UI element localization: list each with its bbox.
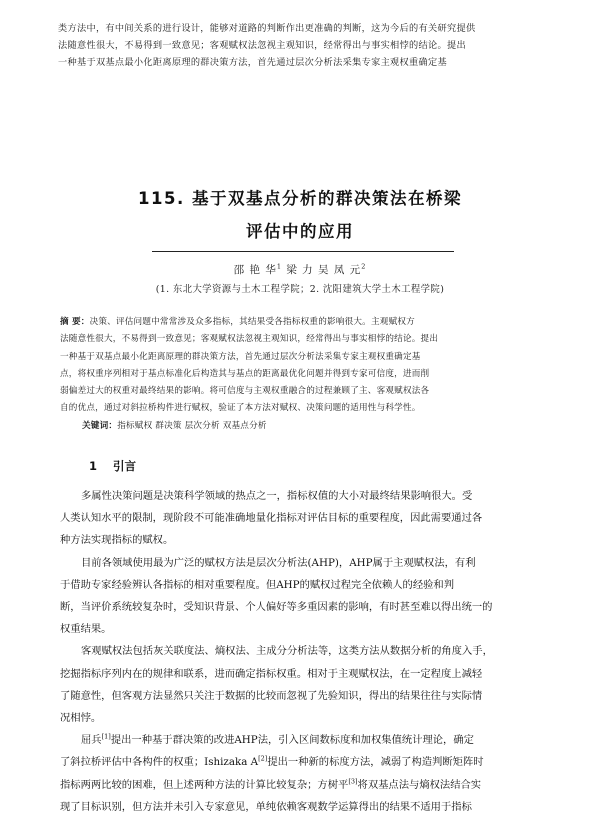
paragraph-line: 挖掘指标序列内在的规律和联系，进而确定指标权重。相对于主观赋权法，在一定程度上减轻: [60, 667, 483, 680]
paragraph-line: 了随意性，但客观方法显然只关注于数据的比较而忽视了先验知识，得出的结果往往与实际情: [60, 689, 483, 702]
paragraph-line: 客观赋权法包括灰关联度法、熵权法、主成分分析法等，这类方法从数据分析的角度入手，: [81, 645, 493, 658]
keywords: [60, 418, 546, 435]
keywords-label: 关键词：: [82, 420, 118, 431]
section-title: 引言: [113, 459, 137, 473]
paper-title-line2: 评估中的应用: [246, 222, 354, 241]
paragraph-line: 权重结果。: [60, 623, 112, 636]
abstract-label: 摘 要：: [60, 317, 90, 327]
paragraph-line: 断，当评价系统较复杂时，受知识背景、个人偏好等多重因素的影响，有时甚至难以得出统一的: [60, 601, 493, 614]
abstract-line: 点，将权重序列相对于基点标准化后构造其与基点的距离最优化问题并得到专家可信度，进而削: [60, 368, 430, 379]
citation-ref: [2]: [258, 755, 268, 764]
paragraph-line: 目前各领域使用最为广泛的赋权方法是层次分析法(AHP)，AHP属于主观赋权法，有利: [81, 556, 476, 569]
paragraph-line: 种方法实现指标的赋权。: [60, 534, 174, 547]
abstract-line: 摘 要：决策、评估问题中常常涉及众多指标，其结果受各指标权重的影响很大。主观赋权方: [60, 317, 415, 327]
paragraph-line: 了斜拉桥评估中各构件的权重；Ishizaka A[2]提出一种新的标度方法，减弱了构造判断矩阵时: [60, 755, 484, 769]
keywords-list: 指标赋权 群决策 层次分析 双基点分析: [117, 420, 267, 431]
previous-page-text: 一种基于双基点最小化距离原理的群决策方法，首先通过层次分析法采集专家主观权重确定基: [58, 57, 447, 68]
abstract-line: 法随意性很大，不易得到一致意见；客观赋权法忽视主观知识，经常得出与事实相悖的结论。提出: [60, 334, 439, 345]
paper-title-line1: 115. 基于双基点分析的群决策法在桥梁: [138, 189, 462, 208]
paragraph-line: 人类认知水平的限制，现阶段不可能准确地量化指标对评估目标的重要程度，因此需要通过各: [60, 512, 483, 525]
paragraph-line: 屈兵[1]提出一种基于群决策的改进AHP法，引入区间数标度和加权集值统计理论，确定: [81, 732, 474, 747]
abstract-line: 弱偏差过大的权重对最终结果的影响。将可信度与主观权重融合的过程兼顾了主、客观赋权法各: [60, 386, 430, 397]
affiliation-mark: 1: [276, 262, 282, 271]
affiliation: (1. 东北大学资源与土木工程学院；2. 沈阳建筑大学土木工程学院): [155, 284, 445, 295]
paragraph-line: 现了目标识别，但方法并未引入专家意见，单纯依赖客观数学运算得出的结果不适用于指标: [60, 800, 472, 813]
paragraph-line: 多属性决策问题是决策科学领域的热点之一，指标权值的大小对最终结果影响很大。受: [81, 490, 473, 502]
authors: [0, 262, 600, 277]
previous-page-text: 法随意性很大，不易得到一致意见；客观赋权法忽视主观知识，经常得出与事实相悖的结论。提出: [58, 40, 466, 51]
paragraph-line: 况相悖。: [60, 712, 102, 725]
author-name: 邵 艳 华: [233, 264, 277, 276]
abstract: [60, 314, 546, 435]
paragraph-line: 指标两两比较的困难，但上述两种方法的计算比较复杂；方树平[3]将双基点法与熵权法结合实: [60, 777, 482, 791]
citation-ref: [3]: [348, 777, 358, 786]
abstract-line: 一种基于双基点最小化距离原理的群决策方法，首先通过层次分析法采集专家主观权重确定基: [60, 351, 421, 362]
body-text: [60, 485, 548, 818]
abstract-line: 自的优点，通过对斜拉桥构件进行赋权，验证了本方法对赋权、决策问题的适用性与科学性。: [60, 403, 421, 414]
section-heading: [89, 458, 136, 474]
section-number: 1: [89, 459, 98, 473]
citation-ref: [1]: [101, 732, 111, 741]
paragraph-line: 于借助专家经验辨认各指标的相对重要程度。但AHP的赋权过程完全依赖人的经验和判: [60, 578, 455, 591]
title-rule: [152, 251, 454, 252]
affiliation-mark: 2: [361, 262, 367, 271]
author-names: 梁 力 吴 凤 元: [281, 264, 362, 276]
previous-page-text: 类方法中，有中间关系的进行设计，能够对道路的判断作出更准确的判断，这为今后的有关研究提供: [58, 23, 476, 34]
